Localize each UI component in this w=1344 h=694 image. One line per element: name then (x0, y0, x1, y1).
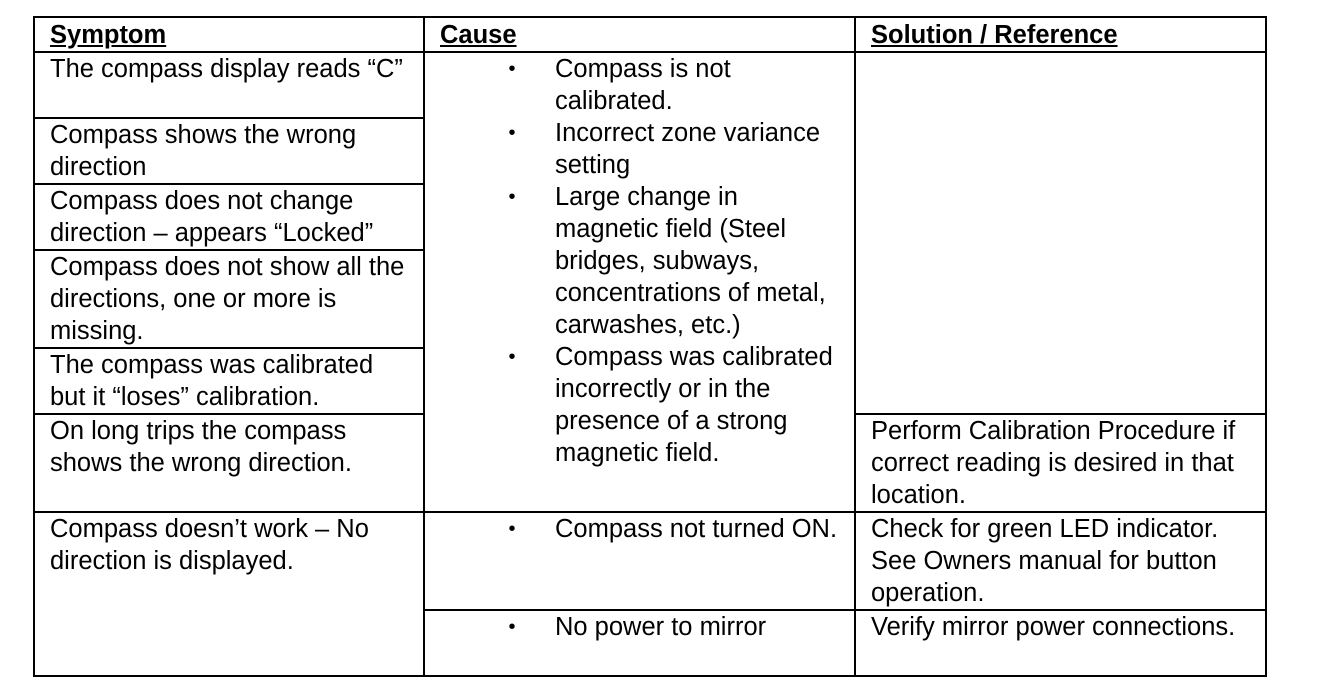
solution-cell-power: Verify mirror power connections. (855, 610, 1266, 676)
solution-cell-calibration (855, 52, 1266, 414)
symptom-cell: The compass display reads “C” (34, 52, 424, 118)
header-row (34, 17, 1266, 52)
bullet-icon: • (508, 518, 516, 540)
symptom-cell: The compass was calibrated but it “loses” calibration. (34, 348, 424, 414)
cause-text: Compass is not calibrated. (555, 55, 731, 115)
cause-text: Compass was calibrated incorrectly or in the presence of a strong magnetic field. (555, 343, 833, 467)
cause-cell-no-power (424, 610, 855, 676)
list-item (440, 117, 846, 181)
symptom-cell: Compass shows the wrong direction (34, 118, 424, 184)
cause-text: Compass not turned ON. (555, 515, 838, 543)
list-item (440, 611, 846, 643)
list-item (440, 181, 846, 341)
symptom-cell: Compass does not show all the directions, one or more is missing. (34, 250, 424, 348)
bullet-icon: • (508, 122, 516, 144)
list-item (440, 341, 846, 469)
bullet-icon: • (508, 58, 516, 80)
cause-text: Incorrect zone variance setting (555, 119, 821, 179)
cause-text: No power to mirror (555, 613, 767, 641)
header-solution: Solution / Reference (855, 17, 1266, 52)
symptom-cell-no-direction: Compass doesn’t work – No direction is displayed. (34, 512, 424, 676)
cause-list (440, 513, 846, 545)
bullet-icon: • (508, 346, 516, 368)
cause-list (440, 611, 846, 643)
cause-cell-compass-calibration (424, 52, 855, 512)
cause-text: Large change in magnetic field (Steel bridges, subways, concentrations of metal, carwashes, etc.) (555, 183, 826, 339)
table-row (34, 512, 1266, 610)
cause-list (440, 53, 846, 469)
list-item (440, 53, 846, 117)
table-row (34, 52, 1266, 118)
bullet-icon: • (508, 616, 516, 638)
solution-cell-long-trips: Perform Calibration Procedure if correct reading is desired in that location. (855, 414, 1266, 512)
header-cause: Cause (424, 17, 855, 52)
header-symptom: Symptom (34, 17, 424, 52)
bullet-icon: • (508, 186, 516, 208)
solution-cell-led: Check for green LED indicator. See Owners manual for button operation. (855, 512, 1266, 610)
symptom-cell: On long trips the compass shows the wrong direction. (34, 414, 424, 512)
cause-cell-not-on (424, 512, 855, 610)
symptom-cell: Compass does not change direction – appears “Locked” (34, 184, 424, 250)
troubleshooting-table (33, 16, 1267, 677)
list-item (440, 513, 846, 545)
